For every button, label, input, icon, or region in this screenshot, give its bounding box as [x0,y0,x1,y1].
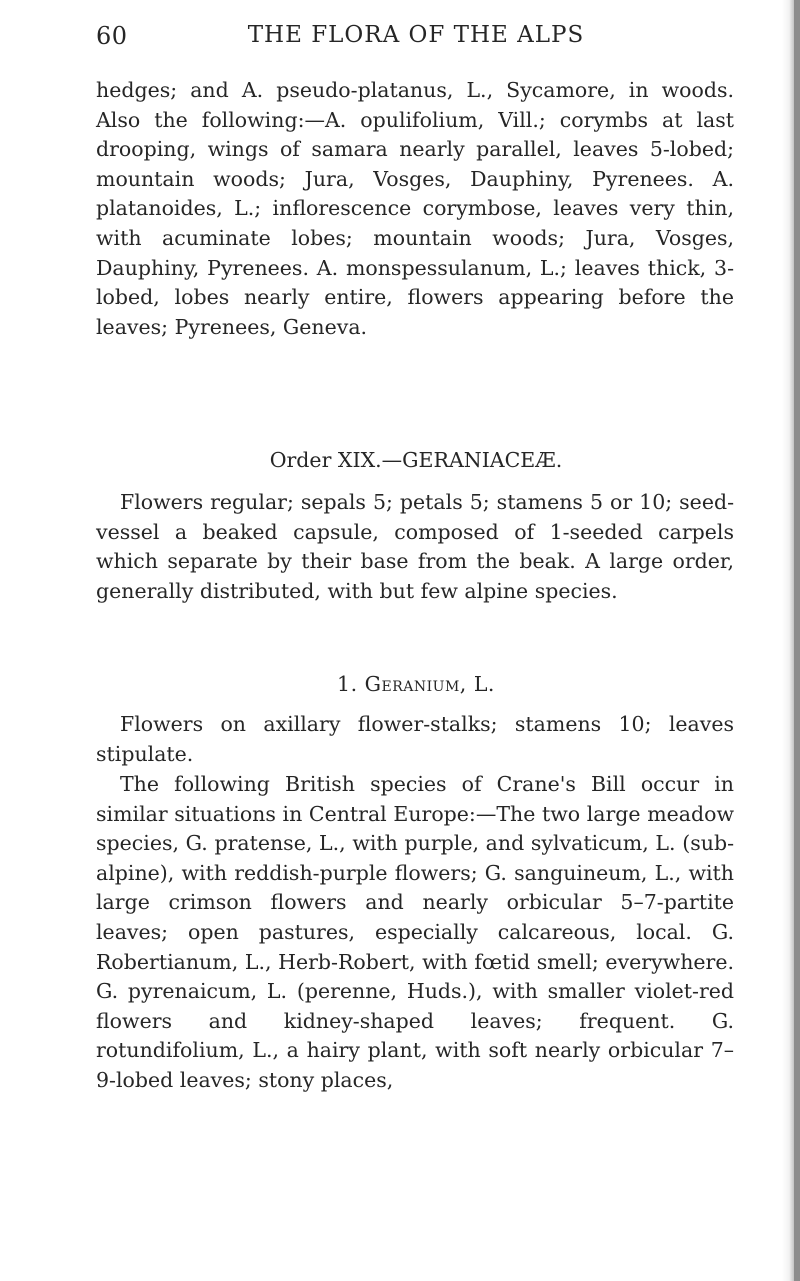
paragraph-genus-description: Flowers on axillary flower-stalks; stamens 10; leaves stipulate. [96,712,734,766]
paragraph-british-species: The following British species of Crane's Bill occur in similar situations in Central Europe:—The two large meadow species, G. pratense, L., with purple, and sylvaticum, L. (sub-alpine), with reddish-purple flowers; G. sanguineum, L., with large crimson flowers and nearly orbicular 5–7-partite leaves; open pastures, especially calcareous, local. G. Robertianum, L., Herb-Robert, with fœtid smell; everywhere. G. pyrenaicum, L. (perenne, Huds.), with smaller violet-red flowers and kidney-shaped leaves; frequent. G. rotundifolium, L., a hairy plant, with soft nearly orbicular 7–9-lobed leaves; stony places, [96,772,734,1092]
page-number: 60 [96,22,128,50]
page-edge-binding [794,0,800,1281]
order-heading: Order XIX.—GERANIACEÆ. [269,448,563,472]
running-head: THE FLORA OF THE ALPS [247,22,585,48]
page-header [96,22,736,58]
paragraph-order-description: Flowers regular; sepals 5; petals 5; stamens 5 or 10; seed-vessel a beaked capsule, composed of 1-seeded carpels which separate by their base from the beak. A large order, generally distributed, with but few alpine species. [96,490,734,603]
paragraph-acer-continued: hedges; and A. pseudo-platanus, L., Sycamore, in woods. Also the following:—A. opulifolium, Vill.; corymbs at last drooping, wings of samara nearly parallel, leaves 5-lobed; mountain woods; Jura, Vosges, Dauphiny, Pyrenees. A. platanoides, L.; inflorescence corymbose, leaves very thin, with acuminate lobes; mountain woods; Jura, Vosges, Dauphiny, Pyrenees. A. monspessulanum, L.; leaves thick, 3-lobed, lobes nearly entire, flowers appearing before the leaves; Pyrenees, Geneva. [96,78,734,339]
genus-heading: 1. Geranium, L. [337,672,495,696]
